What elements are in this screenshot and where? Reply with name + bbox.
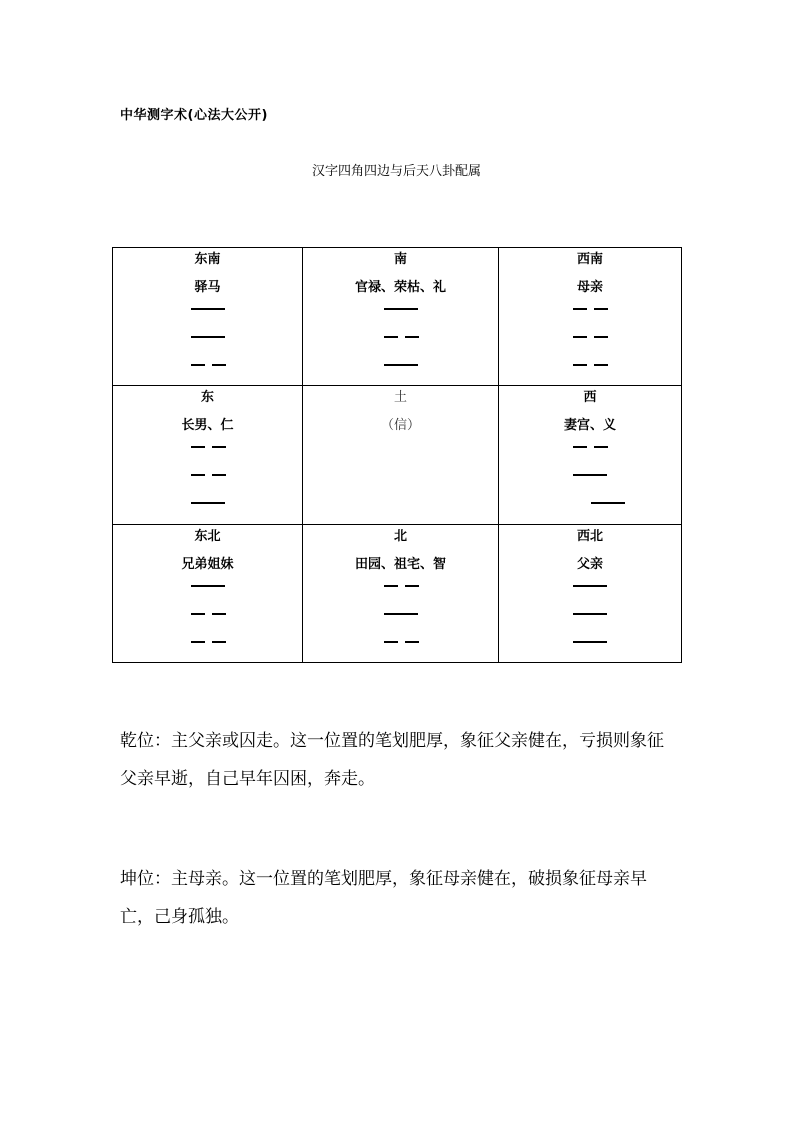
yang-line	[113, 295, 302, 323]
yang-line	[499, 572, 681, 600]
cell-direction: 南	[393, 252, 407, 267]
cell-meaning: 田园、祖宅、智	[354, 556, 446, 572]
table-cell	[499, 386, 682, 524]
cell-direction: 西	[583, 390, 597, 406]
yin-line	[113, 461, 302, 489]
table-cell	[113, 386, 303, 524]
cell-direction: 西北	[576, 528, 603, 544]
yang-line	[303, 600, 498, 628]
yin-line	[499, 295, 681, 323]
table-cell	[499, 248, 682, 386]
cell-meaning: 父亲	[576, 556, 603, 572]
table-cell	[113, 248, 303, 386]
yang-line	[499, 489, 681, 517]
yin-line	[499, 351, 681, 379]
cell-direction: 西南	[576, 252, 603, 267]
yang-line	[113, 323, 302, 351]
cell-meaning: 兄弟姐妹	[181, 556, 234, 572]
yin-line	[303, 572, 498, 600]
yin-line	[113, 600, 302, 628]
yin-line	[303, 323, 498, 351]
cell-meaning: 妻宫、义	[563, 418, 616, 434]
yang-line	[499, 461, 681, 489]
table-row	[113, 248, 682, 386]
yin-line	[499, 323, 681, 351]
cell-direction: 东北	[194, 528, 221, 544]
cell-direction: 土	[393, 390, 407, 406]
yin-line	[113, 351, 302, 379]
yang-line	[113, 572, 302, 600]
table-row	[113, 386, 682, 524]
yang-line	[499, 628, 681, 656]
paragraph-kun: 坤位：主母亲。这一位置的笔划肥厚，象征母亲健在，破损象征母亲早亡，己身孤独。	[120, 869, 647, 927]
cell-meaning: 长男、仁	[181, 418, 234, 434]
cell-meaning: 母亲	[576, 280, 603, 295]
table-cell	[499, 524, 682, 662]
cell-direction: 东	[200, 390, 214, 406]
table-caption: 汉字四角四边与后天八卦配属	[311, 164, 481, 179]
table-cell	[303, 386, 499, 524]
paragraph-qian: 乾位：主父亲或囚走。这一位置的笔划肥厚，象征父亲健在，亏损则象征父亲早逝，自己早年囚困，奔走。	[120, 731, 664, 789]
table-cell	[303, 248, 499, 386]
yang-line	[303, 295, 498, 323]
cell-direction: 东南	[194, 252, 221, 267]
document-title: 中华测字术(心法大公开)	[120, 108, 268, 123]
table-cell	[113, 524, 303, 662]
cell-direction: 北	[393, 528, 407, 544]
yang-line	[499, 600, 681, 628]
yang-line	[113, 489, 302, 517]
yin-line	[499, 433, 681, 461]
yin-line	[113, 433, 302, 461]
table-row	[113, 524, 682, 662]
yin-line	[113, 628, 302, 656]
yang-line	[303, 351, 498, 379]
cell-meaning: 官禄、荣枯、礼	[354, 280, 446, 295]
table-cell	[303, 524, 499, 662]
cell-meaning: 驿马	[194, 280, 221, 295]
yin-line	[303, 628, 498, 656]
cell-meaning: （信）	[380, 418, 420, 434]
bagua-table	[112, 247, 682, 663]
